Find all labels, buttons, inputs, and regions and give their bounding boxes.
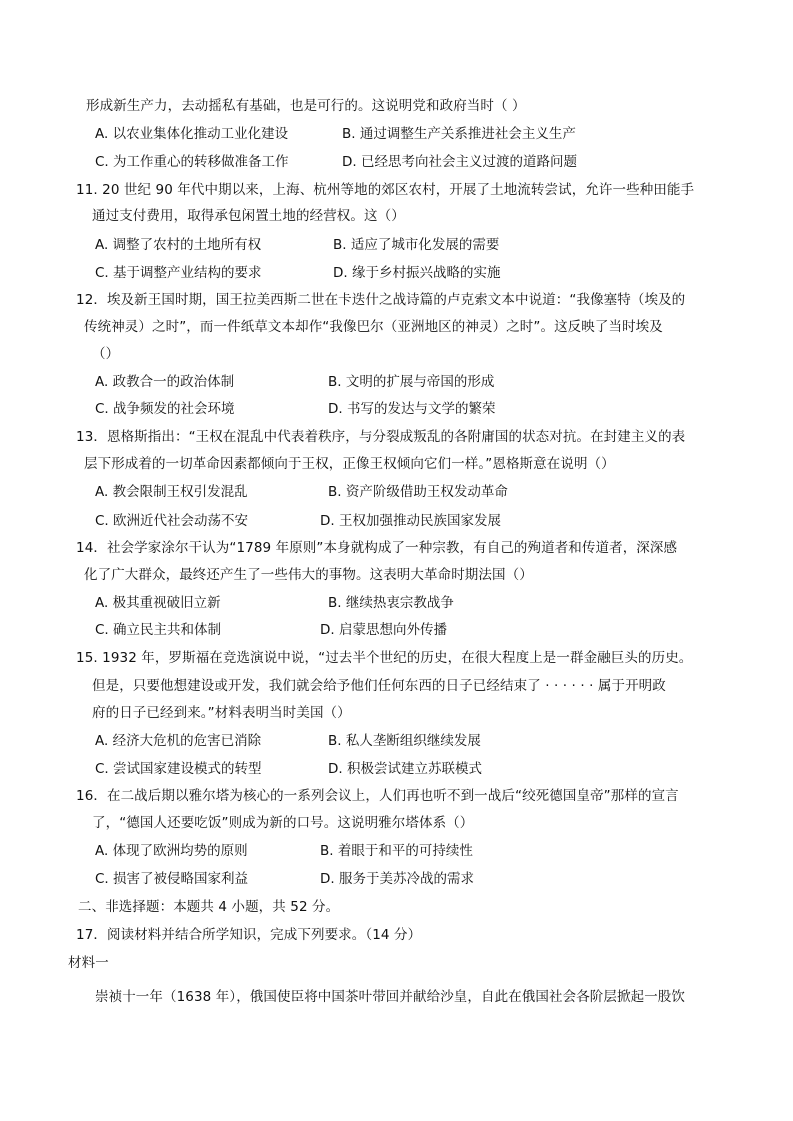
q11-option-d: D. 缘于乡村振兴战略的实施	[333, 265, 501, 281]
q11-stem-line2: 通过支付费用，取得承包闲置土地的经营权。这（）	[92, 208, 405, 224]
q12-option-d: D. 书写的发达与文学的繁荣	[328, 401, 496, 417]
q12-option-b: B. 文明的扩展与帝国的形成	[328, 374, 495, 390]
q15-option-d: D. 积极尝试建立苏联模式	[328, 761, 482, 777]
q11-option-b: B. 适应了城市化发展的需要	[333, 237, 500, 253]
q13-option-b: B. 资产阶级借助王权发动革命	[328, 484, 508, 500]
q11-option-a: A. 调整了农村的土地所有权	[95, 237, 262, 253]
q14-option-b: B. 继续热衷宗教战争	[328, 595, 454, 611]
section-2-heading: 二、非选择题：本题共 4 小题，共 52 分。	[78, 899, 340, 915]
q14-stem-line2: 化了广大群众，最终还产生了一些伟大的事物。这表明大革命时期法国（）	[84, 567, 533, 583]
material-1-label: 材料一	[68, 955, 109, 971]
q10-stem-end: 形成新生产力，去动摇私有基础，也是可行的。这说明党和政府当时（ ）	[86, 98, 526, 114]
q16-option-d: D. 服务于美苏冷战的需求	[320, 871, 474, 887]
q10-option-a: A. 以农业集体化推动工业化建设	[95, 126, 289, 142]
q12-option-a: A. 政教合一的政治体制	[95, 374, 235, 390]
q12-stem-line1: 12．埃及新王国时期，国王拉美西斯二世在卡迭什之战诗篇的卢克索文本中说道：“我像塞特（埃及的	[76, 292, 686, 308]
q15-stem-line2: 但是，只要他想建设或开发，我们就会给予他们任何东西的日子已经结束了 · · · · · · 属于开明政	[92, 678, 666, 694]
q10-option-c: C. 为工作重心的转移做准备工作	[95, 154, 289, 170]
q14-option-a: A. 极其重视破旧立新	[95, 595, 221, 611]
q10-option-d: D. 已经思考向社会主义过渡的道路问题	[342, 154, 577, 170]
q13-option-a: A. 教会限制王权引发混乱	[95, 484, 248, 500]
q16-option-c: C. 损害了被侵略国家利益	[95, 871, 249, 887]
q12-stem-line3: （）	[92, 346, 120, 362]
q12-option-c: C. 战争频发的社会环境	[95, 401, 235, 417]
q11-option-c: C. 基于调整产业结构的要求	[95, 265, 262, 281]
q15-option-a: A. 经济大危机的危害已消除	[95, 733, 262, 749]
q12-stem-line2: 传统神灵）之时”，而一件纸草文本却作“我像巴尔（亚洲地区的神灵）之时”。这反映了当时埃及	[84, 319, 663, 335]
q14-option-d: D. 启蒙思想向外传播	[320, 622, 447, 638]
q11-stem-line1: 11. 20 世纪 90 年代中期以来，上海、杭州等地的郊区农村，开展了土地流转尝试，允许一些种田能手	[76, 182, 695, 198]
q16-option-a: A. 体现了欧洲均势的原则	[95, 843, 248, 859]
q16-stem-line2: 了，“德国人还要吃饭”则成为新的口号。这说明雅尔塔体系（）	[92, 815, 474, 831]
q10-option-b: B. 通过调整生产关系推进社会主义生产	[342, 126, 576, 142]
q16-stem-line1: 16．在二战后期以雅尔塔为核心的一系列会议上，人们再也听不到一战后“绞死德国皇帝”那样的宣言	[76, 788, 679, 804]
q13-stem-line1: 13．恩格斯指出：“王权在混乱中代表着秩序，与分裂成叛乱的各附庸国的状态对抗。在封建主义的表	[76, 429, 686, 445]
q16-option-b: B. 着眼于和平的可持续性	[320, 843, 473, 859]
q15-option-c: C. 尝试国家建设模式的转型	[95, 761, 262, 777]
q15-stem-line1: 15. 1932 年，罗斯福在竞选演说中说，“过去半个世纪的历史，在很大程度上是一群金融巨头的历史。	[76, 650, 693, 666]
material-1-text: 崇祯十一年（1638 年），俄国使臣将中国茶叶带回并献给沙皇，自此在俄国社会各阶层掀起一股饮	[95, 989, 685, 1005]
q17-stem: 17．阅读材料并结合所学知识，完成下列要求。（14 分）	[76, 927, 422, 943]
q13-option-d: D. 王权加强推动民族国家发展	[320, 513, 501, 529]
q13-option-c: C. 欧洲近代社会动荡不安	[95, 513, 249, 529]
q14-stem-line1: 14．社会学家涂尔干认为“1789 年原则”本身就构成了一种宗教，有自己的殉道者和传道者，深深感	[76, 540, 678, 556]
q14-option-c: C. 确立民主共和体制	[95, 622, 222, 638]
q15-option-b: B. 私人垄断组织继续发展	[328, 733, 481, 749]
q15-stem-line3: 府的日子已经到来。”材料表明当时美国（）	[92, 705, 351, 721]
q13-stem-line2: 层下形成着的一切革命因素都倾向于王权，正像王权倾向它们一样。”恩格斯意在说明（）	[84, 456, 615, 472]
